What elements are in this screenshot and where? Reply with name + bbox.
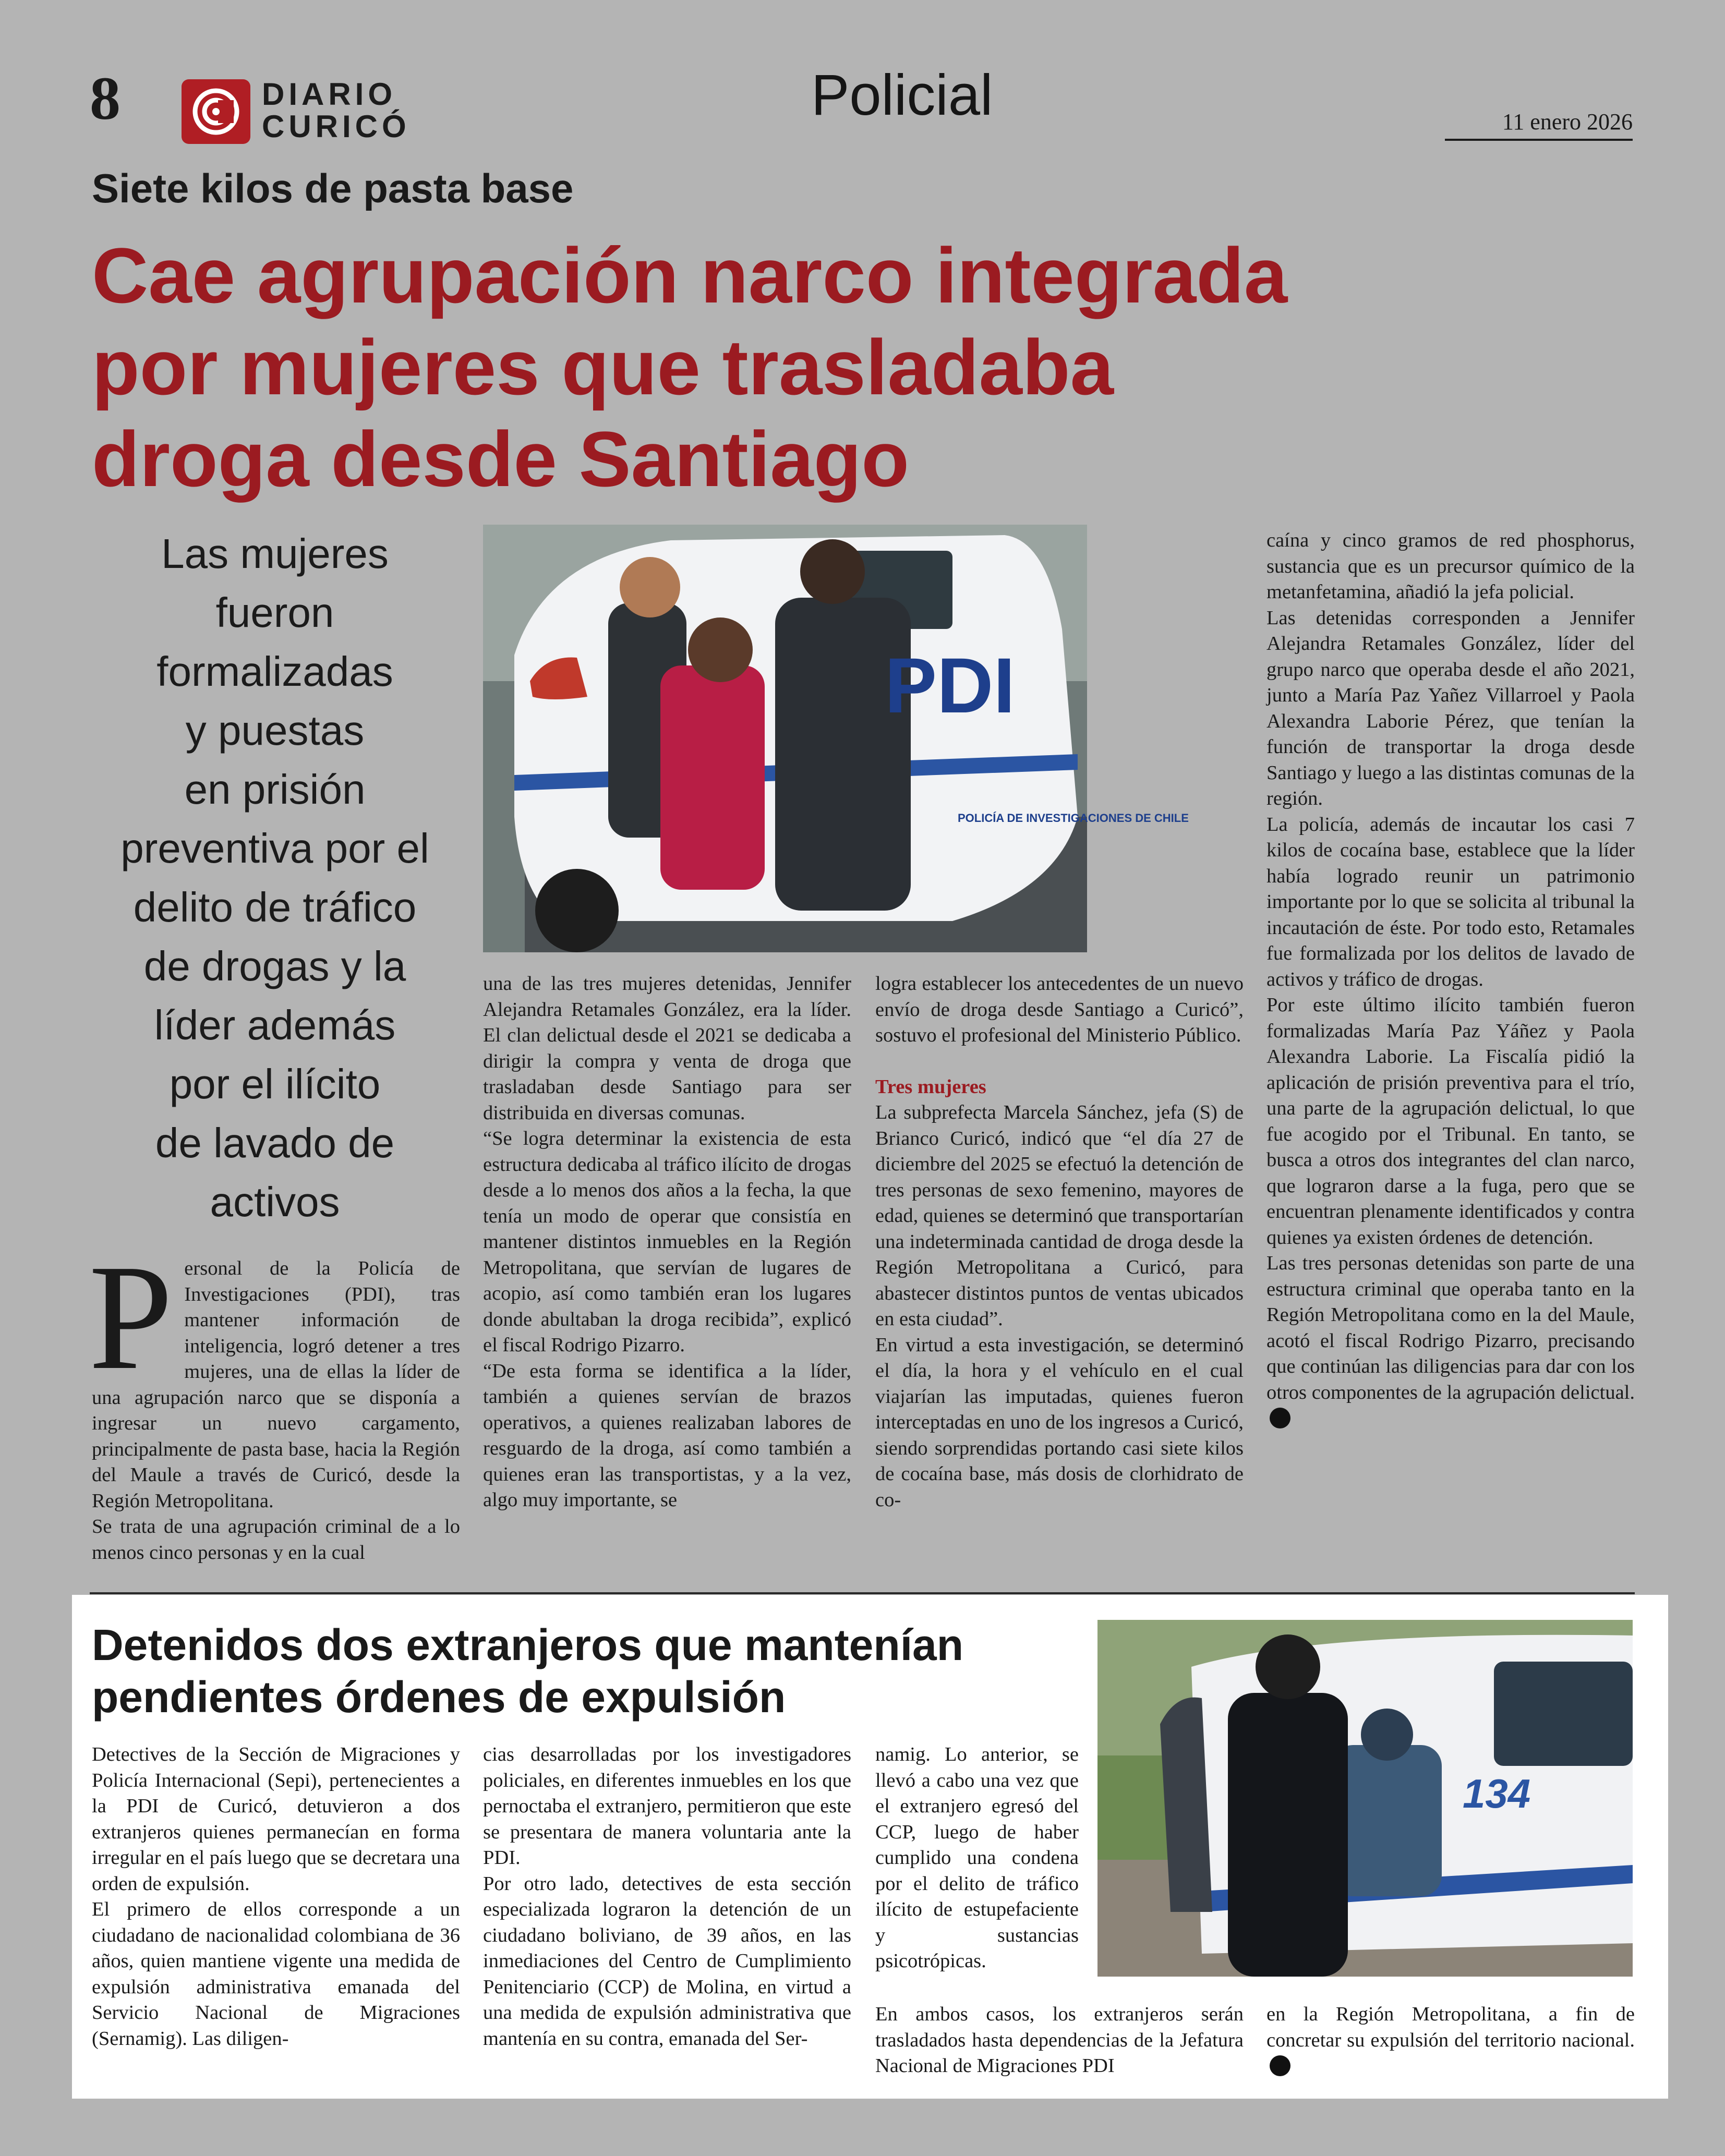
headline-line: Detenidos dos extranjeros que mantenían [92,1620,964,1669]
paragraph: caína y cinco gramos de red phosphorus, sustancia que es un precursor químico de la metanfetamina, añadió la jefa policial. [1266,529,1635,603]
article-photo [483,525,1189,952]
article-column-2 [483,971,851,1513]
article-column-3 [875,971,1244,1513]
secondary-column-3 [875,1742,1079,1975]
logo-line-1: DIARIO [262,77,396,112]
article-column-4 [1266,528,1635,1432]
deck-line: activos [210,1179,340,1225]
photo-car-caption: POLICÍA DE INVESTIGACIONES DE CHILE [958,811,1189,825]
article-column-1 [89,1233,460,1566]
drop-cap: P [89,1233,173,1401]
paragraph: La policía, además de incautar los casi 7 kilos de cocaína base, establece que la líder había logrado reunir un patrimonio importante por lo que se solicita al tribunal la incautación de éste. Por todo esto, Retamales fue formalizada por los delitos de lavado de activos y tráfico de drogas. [1266,813,1635,990]
deck-line: preventiva por el [120,825,429,871]
logo-line-2: CURICÓ [262,109,411,144]
article-deck [90,524,460,1231]
subheading: Tres mujeres [875,1075,986,1098]
paragraph: Se trata de una agrupación criminal de a lo menos cinco personas y en la cual [92,1516,460,1564]
logo-icon [182,79,250,144]
paragraph: El primero de ellos corresponde a un ciudadano de nacionalidad colombiana de 36 años, quien mantiene vigente una medida de expulsión administrativa emanada del Servicio Nacional de Migraciones (Sernamig). Las diligen- [92,1898,460,2050]
photo-vehicle-number: 134 [1463,1771,1531,1816]
paragraph: En ambos casos, los extranjeros serán trasladados hasta dependencias de la Jefatura Nacional de Migraciones PDI [875,2003,1244,2077]
headline-line: droga desde Santiago [92,415,909,503]
secondary-headline [92,1619,1083,1723]
headline-line: Cae agrupación narco integrada [92,232,1288,319]
paragraph: “De esta forma se identifica a la líder, también a quienes servían de brazos operativos, a quienes realizaban labores de resguardo de la droga, así como también a quienes eran las transportistas, y a la vez, algo muy importante, se [483,1360,851,1511]
paragraph: Las detenidas corresponden a Jennifer Alejandra Retamales González, líder del grupo narco que operaba desde el año 2021, junto a María Paz Yañez Villarroel y Paola Alexandra Laborie Pérez, que tenían la función de transportar la droga desde Santiago y luego a las distintas comunas de la región. [1266,607,1635,809]
deck-line: de lavado de [155,1120,395,1166]
paragraph: namig. Lo anterior, se llevó a cabo una vez que el extranjero egresó del CCP, luego de haber cumplido una condena por el delito de tráfico ilícito de estupefaciente y sustancias psicotrópicas. [875,1743,1079,1972]
end-mark-icon [1270,2055,1290,2076]
headline-line: por mujeres que trasladaba [92,323,1114,411]
section-divider [90,1592,1635,1594]
deck-line: fueron [215,589,334,636]
paragraph: Por otro lado, detectives de esta sección especializada lograron la detención de un ciudadano boliviano, de 39 años, en las inmediaciones del Centro de Cumplimiento Penitenciario (CCP) de Molina, en virtud a una medida de expulsión administrativa que mantenía en su contra, emanada del Ser- [483,1872,851,2050]
paragraph: Las tres personas detenidas son parte de una estructura criminal que operaba tanto en la Región Metropolitana como en la del Maule, acotó el fiscal Rodrigo Pizarro, precisando que continúan las diligencias para dar con los otros componentes de la agrupación delictual. [1266,1252,1635,1403]
secondary-column-1 [92,1742,460,2052]
secondary-photo [1097,1620,1633,1977]
paragraph: en la Región Metropolitana, a fin de concretar su expulsión del territorio nacional. [1266,2003,1635,2051]
deck-line: delito de tráfico [133,884,417,930]
end-mark-icon [1270,1408,1290,1428]
page-number: 8 [90,64,120,132]
deck-line: y puestas [185,707,365,754]
deck-line: formalizadas [156,648,393,695]
deck-line: líder además [154,1002,396,1048]
logo-wordmark [262,78,411,143]
article-headline [92,229,1594,505]
article-kicker: Siete kilos de pasta base [92,165,574,211]
deck-line: de drogas y la [143,943,406,989]
paragraph: La subprefecta Marcela Sánchez, jefa (S) de Brianco Curicó, indicó que “el día 27 de diciembre del 2025 se efectuó la detención de tres personas de sexo femenino, mayores de edad, quienes se determinó que transportarían una indeterminada cantidad de droga desde la Región Metropolitana a Curicó, para abastecer distintos puntos de ventas ubicados en esta ciudad”. [875,1101,1244,1330]
photo-car-lettering: PDI [885,641,1016,729]
paragraph: cias desarrolladas por los investigadores policiales, en diferentes inmuebles en los que pernoctaba el extranjero, permitieron que este se presentara de manera voluntaria ante la PDI. [483,1743,851,1869]
secondary-column-4 [1266,2002,1635,2079]
deck-line: Las mujeres [161,530,389,577]
deck-line: por el ilícito [169,1061,381,1107]
paragraph: En virtud a esta investigación, se determinó el día, la hora y el vehículo en el cual viajarían las imputadas, quienes fueron interceptadas en uno de los ingresos a Curicó, siendo sorprendidas portando casi siete kilos de cocaína base, más dosis de clorhidrato de co- [875,1334,1244,1511]
secondary-column-3-bottom [875,2002,1244,2079]
date-underline [1445,139,1633,141]
section-title: Policial [811,63,993,127]
paragraph: “Se logra determinar la existencia de esta estructura dedicaba al tráfico ilícito de drogas desde a lo menos dos años a la fecha, la que tenía un modo de operar que consistía en mantener distintos inmuebles en la Región Metropolitana, que servían de lugares de acopio, así como también eran los lugares donde abultaban la droga recibida”, explicó el fiscal Rodrigo Pizarro. [483,1128,851,1356]
deck-line: en prisión [184,766,366,813]
paragraph: una de las tres mujeres detenidas, Jennifer Alejandra Retamales González, era la líder. El clan delictual desde el 2021 se dedicaba a dirigir la compra y venta de droga que trasladaban desde Santiago para ser distribuida en diversas comunas. [483,973,851,1124]
paragraph: ersonal de la Policía de Investigaciones (PDI), tras mantener información de inteligencia, logró detener a tres mujeres, una de ellas la líder de una agrupación narco que se disponía a ingresar un nuevo cargamento, principalmente de pasta base, hacia la Región del Maule a través de Curicó, desde la Región Metropolitana. [92,1257,460,1512]
issue-date: 11 enero 2026 [1502,109,1633,135]
headline-line: pendientes órdenes de expulsión [92,1673,786,1722]
paragraph: Por este último ilícito también fueron formalizadas María Paz Yáñez y Paola Alexandra Laborie. La Fiscalía pidió la aplicación de prisión preventiva para el trío, una parte de la agrupación delictual, lo que fue acogido por el Tribunal. En tanto, se busca a otros dos integrantes del clan narco, que lograron darse a la fuga, pero que se encuentran plenamente identificados y contra quienes ya existen órdenes de detención. [1266,994,1635,1249]
paragraph: Detectives de la Sección de Migraciones y Policía Internacional (Sepi), pertenecientes a la PDI de Curicó, detuvieron a dos extranjeros quienes permanecían en forma irregular en el país luego que se decretara una orden de expulsión. [92,1743,460,1895]
paragraph: logra establecer los antecedentes de un nuevo envío de droga desde Santiago a Curicó”, sostuvo el profesional del Ministerio Público. [875,973,1244,1046]
secondary-column-2 [483,1742,851,2052]
